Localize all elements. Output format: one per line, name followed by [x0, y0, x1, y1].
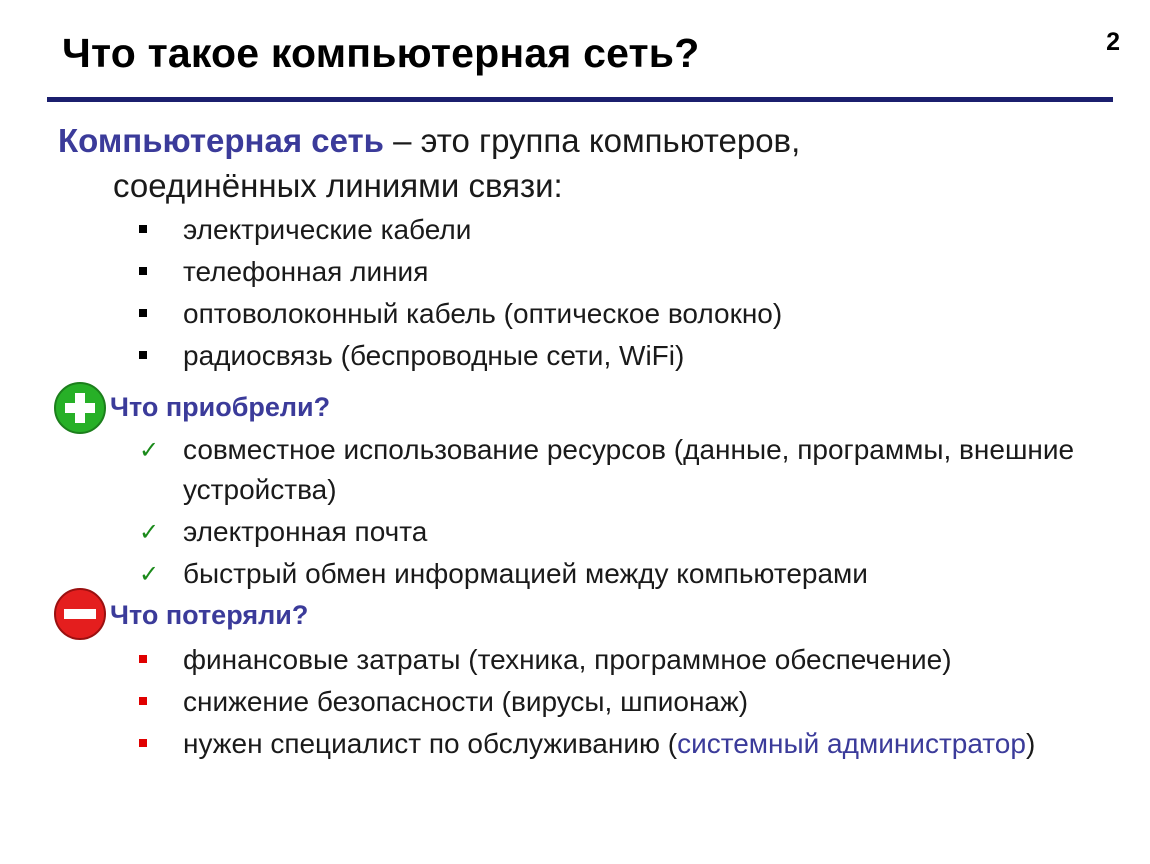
list-item [139, 554, 1083, 594]
list-item-text: совместное использование ресурсов (данные, программы, внешние устройства) [183, 434, 1075, 505]
definition-text-line2: соединённых линиями связи: [113, 167, 563, 204]
list-item [139, 512, 1083, 552]
list-item [183, 252, 782, 294]
list-item [139, 430, 1083, 510]
list-item [183, 682, 1083, 722]
definition-text-line1: – это группа компьютеров, [383, 122, 801, 159]
square-bullet-icon [139, 225, 147, 233]
checkmark-icon: ✓ [139, 560, 160, 588]
list-item-text: финансовые затраты (техника, программное обеспечение) [183, 644, 952, 675]
list-item-text: телефонная линия [183, 256, 429, 287]
title-divider [47, 97, 1113, 102]
gains-heading: Что приобрели? [110, 392, 331, 422]
list-item [183, 640, 1083, 680]
losses-list [183, 640, 1083, 766]
losses-heading: Что потеряли? [110, 600, 309, 630]
checkmark-icon: ✓ [139, 518, 160, 546]
list-item [183, 336, 782, 378]
gains-list [139, 430, 1083, 596]
definition [58, 118, 1118, 208]
red-square-bullet-icon [139, 655, 147, 663]
slide-number: 2 [1106, 28, 1120, 56]
red-square-bullet-icon [139, 739, 147, 747]
media-list [183, 210, 782, 378]
minus-icon [54, 588, 106, 640]
plus-icon [54, 382, 106, 434]
list-item-suffix: ) [1025, 728, 1036, 759]
list-item-text: оптоволоконный кабель (оптическое волокно) [183, 298, 783, 329]
list-item-text: снижение безопасности (вирусы, шпионаж) [183, 686, 749, 717]
list-item-text: радиосвязь (беспроводные сети, WiFi) [183, 340, 685, 371]
list-item-text: быстрый обмен информацией между компьютерами [183, 558, 868, 589]
list-item [183, 294, 782, 336]
slide-title: Что такое компьютерная сеть? [62, 30, 700, 76]
list-item [183, 724, 1083, 764]
list-item-prefix: нужен специалист по обслуживанию ( [183, 728, 678, 759]
checkmark-icon: ✓ [139, 436, 160, 464]
list-item [183, 210, 782, 252]
list-item-highlight: системный администратор [677, 728, 1026, 759]
definition-term: Компьютерная сеть [58, 122, 384, 159]
square-bullet-icon [139, 267, 147, 275]
list-item-text: электронная почта [183, 516, 428, 547]
square-bullet-icon [139, 351, 147, 359]
list-item-text: электрические кабели [183, 214, 472, 245]
square-bullet-icon [139, 309, 147, 317]
red-square-bullet-icon [139, 697, 147, 705]
